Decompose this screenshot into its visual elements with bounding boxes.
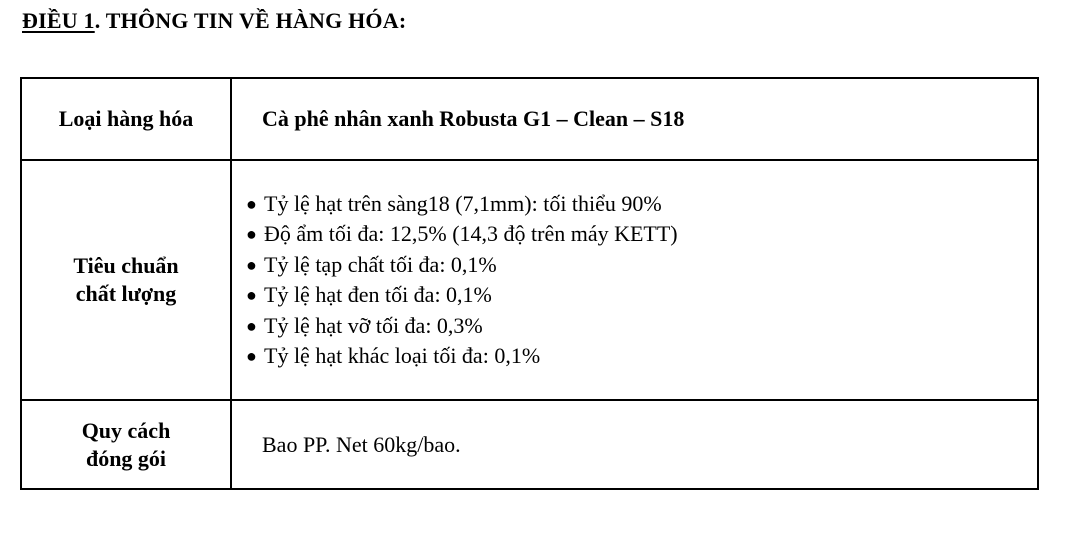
- label-text: Tiêu chuẩn: [73, 253, 179, 278]
- table-row-goods-type: [21, 78, 1038, 160]
- table-row-packaging: [21, 400, 1038, 489]
- label-text: Loại hàng hóa: [58, 106, 194, 131]
- label-text: Quy cách: [81, 417, 171, 443]
- bullet-icon: ●: [246, 346, 257, 366]
- bullet-icon: ●: [246, 224, 257, 244]
- value-cell: Cà phê nhân xanh Robusta G1 – Clean – S18: [231, 78, 1038, 160]
- value-cell: [231, 160, 1038, 400]
- label-text: đóng gói: [85, 445, 167, 471]
- goods-info-table: [20, 77, 1039, 490]
- bullet-icon: ●: [246, 285, 257, 305]
- list-item-text: Tỷ lệ hạt trên sàng18 (7,1mm): tối thiểu 90%: [264, 190, 662, 216]
- list-item: [246, 280, 1037, 311]
- list-item-text: Tỷ lệ hạt khác loại tối đa: 0,1%: [264, 343, 541, 368]
- list-item-text: Tỷ lệ hạt vỡ tối đa: 0,3%: [264, 312, 483, 338]
- list-item: [246, 341, 1037, 372]
- label-cell: [21, 78, 231, 160]
- list-item: [246, 189, 1037, 220]
- list-item: [246, 311, 1037, 342]
- bullet-icon: ●: [246, 193, 257, 214]
- table-row-quality-standard: [21, 160, 1038, 400]
- bullet-icon: ●: [246, 315, 257, 336]
- value-cell: Bao PP. Net 60kg/bao.: [231, 400, 1038, 489]
- list-item: [246, 219, 1037, 250]
- section-heading: [22, 8, 406, 34]
- article-title: . THÔNG TIN VỀ HÀNG HÓA:: [94, 8, 407, 33]
- list-item: [246, 250, 1037, 281]
- quality-criteria-list: [232, 189, 1037, 372]
- list-item-text: Độ ẩm tối đa: 12,5% (14,3 độ trên máy KETT): [264, 221, 678, 246]
- article-number: ĐIỀU 1: [22, 8, 95, 33]
- label-cell: [21, 160, 231, 400]
- label-text: chất lượng: [75, 281, 177, 306]
- list-item-text: Tỷ lệ tạp chất tối đa: 0,1%: [264, 251, 497, 277]
- label-cell: [21, 400, 231, 489]
- list-item-text: Tỷ lệ hạt đen tối đa: 0,1%: [264, 282, 492, 307]
- bullet-icon: ●: [246, 254, 257, 275]
